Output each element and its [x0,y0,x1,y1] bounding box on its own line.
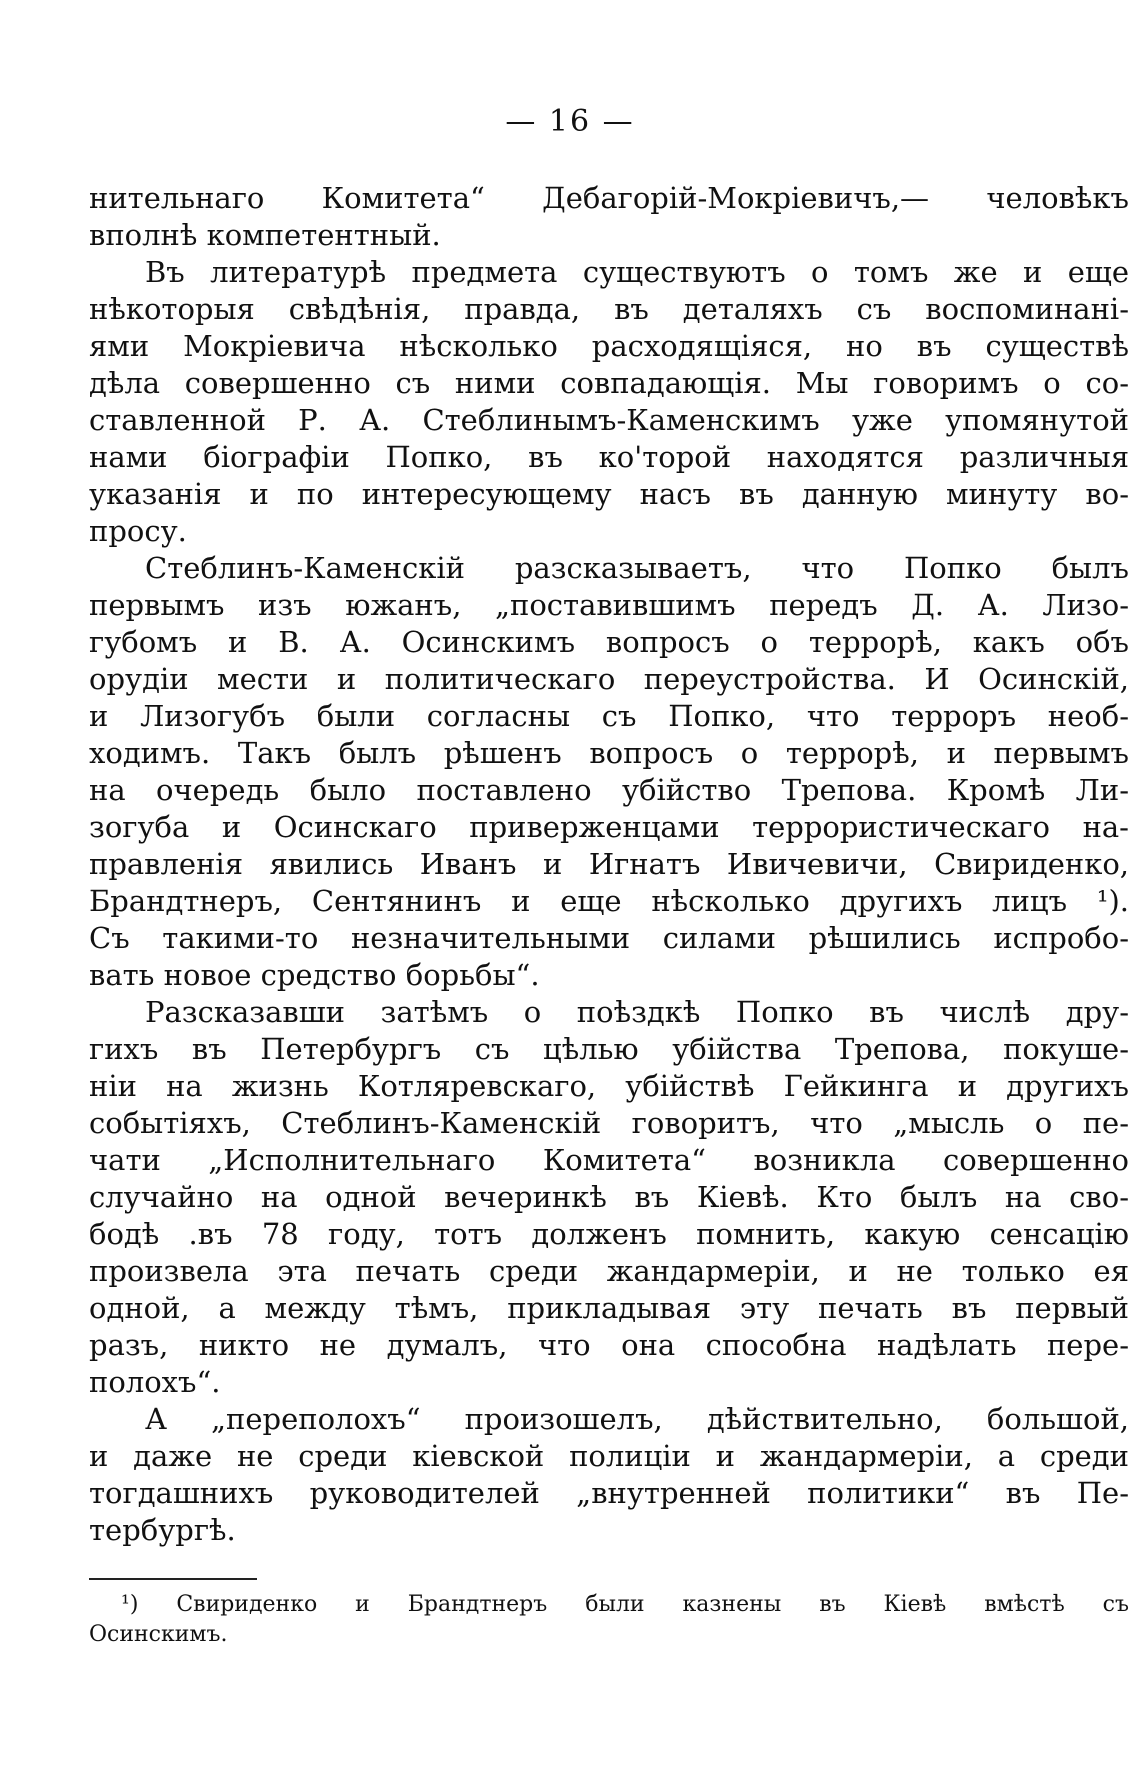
text-line: и даже не среди кіевской полиціи и жандармеріи, а среди [89,1439,1129,1473]
text-line: и Лизогубъ были согласны съ Попко, что терроръ необ- [89,699,1129,733]
text-line: нительнаго Комитета“ Дебагорій-Мокріевичъ,— человѣкъ [89,181,1129,215]
text-line: тогдашнихъ руководителей „внутренней политики“ въ Пе- [89,1476,1129,1510]
text-line: А „переполохъ“ произошелъ, дѣйствительно, большой, [145,1402,1129,1436]
text-line: разъ, никто не думалъ, что она способна надѣлать пере- [89,1328,1129,1362]
text-line: ями Мокріевича нѣсколько расходящіяся, но въ существѣ [89,329,1129,363]
text-line: одной, а между тѣмъ, прикладывая эту печать въ первый [89,1291,1129,1325]
text-line: Разсказавши затѣмъ о поѣздкѣ Попко въ числѣ дру- [145,995,1129,1029]
text-line: тербургѣ. [89,1513,236,1547]
text-line: бодѣ .въ 78 году, тотъ долженъ помнить, какую сенсацію [89,1217,1129,1251]
text-line: правленія явились Иванъ и Игнатъ Ивичевичи, Свириденко, [89,847,1129,881]
page-number: — 16 — [505,104,635,139]
text-line: чати „Исполнительнаго Комитета“ возникла совершенно [89,1143,1129,1177]
text-line: Въ литературѣ предмета существуютъ о томъ же и еще [145,255,1129,289]
text-line: событіяхъ, Стеблинъ-Каменскій говоритъ, что „мысль о пе- [89,1106,1129,1140]
text-line: произвела эта печать среди жандармеріи, и не только ея [89,1254,1129,1288]
text-line: Стеблинъ-Каменскій разсказываетъ, что Попко былъ [145,551,1129,585]
text-line: дѣла совершенно съ ними совпадающія. Мы говоримъ о со- [89,366,1129,400]
text-line: первымъ изъ южанъ, „поставившимъ передъ Д. А. Лизо- [89,588,1129,622]
main-text [89,180,1129,1549]
text-line: вать новое средство борьбы“. [89,958,540,992]
text-line: Брандтнеръ, Сентянинъ и еще нѣсколько другихъ лицъ ¹). [89,884,1129,918]
text-line: губомъ и В. А. Осинскимъ вопросъ о террорѣ, какъ объ [89,625,1129,659]
footnote [89,1590,1129,1650]
text-line: Съ такими-то незначительными силами рѣшились испробо- [89,921,1129,955]
text-line: нами біографіи Попко, въ ко'торой находятся различныя [89,440,1129,474]
text-line: вполнѣ компетентный. [89,218,441,252]
text-line: случайно на одной вечеринкѣ въ Кіевѣ. Кто былъ на сво- [89,1180,1129,1214]
text-line: полохъ“. [89,1365,221,1399]
text-line: ходимъ. Такъ былъ рѣшенъ вопросъ о террорѣ, и первымъ [89,736,1129,770]
text-line: ставленной Р. А. Стеблинымъ-Каменскимъ уже упомянутой [89,403,1129,437]
text-line: указанія и по интересующему насъ въ данную минуту во- [89,477,1129,511]
text-line: нѣкоторыя свѣдѣнія, правда, въ деталяхъ съ воспоминані- [89,292,1129,326]
text-line: зогуба и Осинскаго приверженцами террористическаго на- [89,810,1129,844]
text-line: гихъ въ Петербургъ съ цѣлью убійства Трепова, покуше- [89,1032,1129,1066]
footnote-line: Осинскимъ. [89,1622,228,1647]
text-line: на очередь было поставлено убійство Трепова. Кромѣ Ли- [89,773,1129,807]
text-line: ніи на жизнь Котляревскаго, убійствѣ Гейкинга и другихъ [89,1069,1129,1103]
footnote-line: ¹) Свириденко и Брандтнеръ были казнены въ Кіевѣ вмѣстѣ съ [121,1592,1129,1617]
text-line: просу. [89,514,187,548]
footnote-divider [89,1578,257,1580]
text-line: орудіи мести и политическаго переустройства. И Осинскій, [89,662,1129,696]
